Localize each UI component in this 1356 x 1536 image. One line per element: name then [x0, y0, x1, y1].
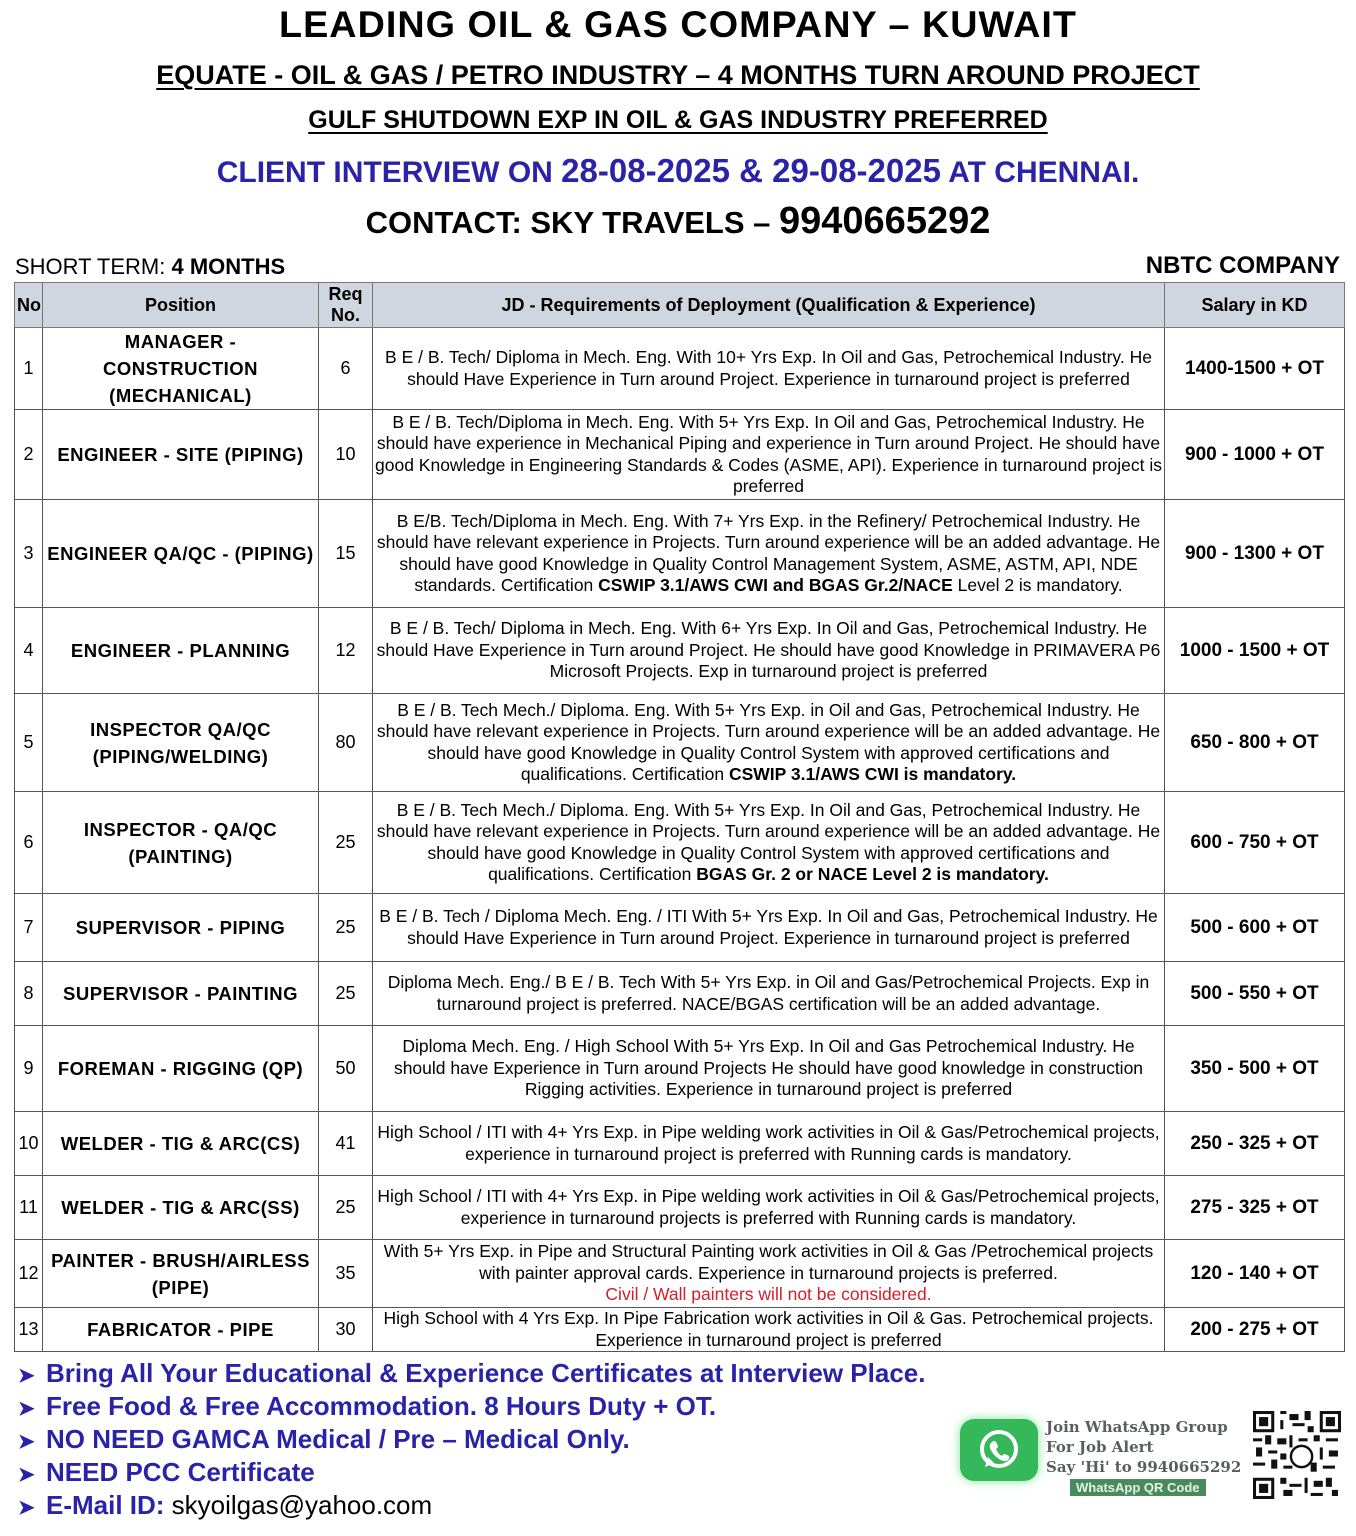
salary: 275 - 325 + OT	[1165, 1176, 1345, 1240]
interview-date-1: 28-08-2025	[561, 152, 730, 189]
position-title: ENGINEER - SITE (PIPING)	[43, 410, 319, 500]
interview-info: CLIENT INTERVIEW ON 28-08-2025 & 29-08-2025 AT CHENNAI.	[216, 152, 1140, 189]
row-number: 8	[15, 962, 43, 1026]
row-number: 13	[15, 1308, 43, 1352]
whatsapp-banner[interactable]	[958, 1415, 1248, 1497]
col-header-no: No	[15, 283, 43, 328]
required-count: 30	[319, 1308, 373, 1352]
row-number: 11	[15, 1176, 43, 1240]
job-requirements: Diploma Mech. Eng. / High School With 5+ Yrs Exp. In Oil and Gas Petrochemical Industry. He should have Experience in Turn around Projects He should have good knowledge in construction Rigging activities. Experience in turnaround project is preferred	[373, 1026, 1165, 1112]
whatsapp-text: Join WhatsApp Group For Job Alert Say 'Hi' to 9940665292	[1046, 1418, 1242, 1476]
position-title: WELDER - TIG & ARC(CS)	[43, 1112, 319, 1176]
email-link[interactable]: skyoilgas@yahoo.com	[171, 1490, 433, 1520]
row-number: 5	[15, 694, 43, 792]
table-row	[15, 1308, 1345, 1352]
project-subtitle: EQUATE - OIL & GAS / PETRO INDUSTRY – 4 MONTHS TURN AROUND PROJECT	[156, 60, 1200, 90]
required-count: 15	[319, 500, 373, 608]
job-requirements: High School with 4 Yrs Exp. In Pipe Fabrication work activities in Oil & Gas. Petrochemical projects. Experience in turnaround project is preferred	[373, 1308, 1165, 1352]
job-requirements: High School / ITI with 4+ Yrs Exp. in Pipe welding work activities in Oil & Gas/Petrochemical projects, experience in turnaround project is preferred with Running cards is mandatory.	[373, 1112, 1165, 1176]
jobs-table	[14, 282, 1345, 1352]
required-count: 25	[319, 894, 373, 962]
contact-phone[interactable]: 9940665292	[779, 200, 991, 242]
table-row	[15, 894, 1345, 962]
job-requirements: Diploma Mech. Eng./ B E / B. Tech With 5+ Yrs Exp. in Oil and Gas/Petrochemical Projects. Exp in turnaround project is preferred. NACE/BGAS certification will be an added advantage.	[373, 962, 1165, 1026]
table-header-row	[15, 283, 1345, 328]
job-requirements: B E / B. Tech Mech./ Diploma. Eng. With 5+ Yrs Exp. in Oil and Gas, Petrochemical Industry. He should have relevant experience in Projects. Turn around experience will be an added advantage. He should have good Knowledge in Quality Control System with approved certifications and qualifications. Certification CSWIP 3.1/AWS CWI is mandatory.	[373, 694, 1165, 792]
position-title: MANAGER - CONSTRUCTION (MECHANICAL)	[43, 328, 319, 410]
col-header-position: Position	[43, 283, 319, 328]
required-count: 25	[319, 962, 373, 1026]
position-title: ENGINEER - PLANNING	[43, 608, 319, 694]
job-requirements: B E / B. Tech/ Diploma in Mech. Eng. With 6+ Yrs Exp. In Oil and Gas, Petrochemical Industry. He should Have Experience in Turn around Project. He should have good Knowledge in PRIMAVERA P6 Microsoft Projects. Exp in turnaround project is preferred	[373, 608, 1165, 694]
required-count: 10	[319, 410, 373, 500]
row-number: 12	[15, 1240, 43, 1308]
table-row	[15, 410, 1345, 500]
position-title: FABRICATOR - PIPE	[43, 1308, 319, 1352]
table-row	[15, 328, 1345, 410]
jd-mandatory-cert: BGAS Gr. 2 or NACE Level 2 is mandatory.	[696, 864, 1049, 884]
note-item: ➤ NEED PCC Certificate	[18, 1456, 925, 1489]
company-name: NBTC COMPANY	[1145, 252, 1340, 279]
col-header-salary: Salary in KD	[1165, 283, 1345, 328]
page-title: LEADING OIL & GAS COMPANY – KUWAIT	[279, 4, 1077, 45]
table-row	[15, 1176, 1345, 1240]
position-title: WELDER - TIG & ARC(SS)	[43, 1176, 319, 1240]
salary: 1400-1500 + OT	[1165, 328, 1345, 410]
arrow-bullet-icon: ➤	[18, 1365, 35, 1387]
row-number: 7	[15, 894, 43, 962]
table-row	[15, 608, 1345, 694]
job-requirements: B E/B. Tech/Diploma in Mech. Eng. With 7+ Yrs Exp. in the Refinery/ Petrochemical Industry. He should have relevant experience in Projects. Turn around experience will be an added advantage. He should have good Knowledge in Quality Control Management System, ASME, ASTM, API, NDE standards. Certification CSWIP 3.1/AWS CWI and BGAS Gr.2/NACE Level 2 is mandatory.	[373, 500, 1165, 608]
arrow-bullet-icon: ➤	[18, 1497, 35, 1519]
job-requirements: B E / B. Tech/Diploma in Mech. Eng. With 5+ Yrs Exp. In Oil and Gas, Petrochemical Industry. He should have experience in Mechanical Piping and experience in Turn around Project. He should have good Knowledge in Engineering Standards & Codes (ASME, API). Experience in turnaround project is preferred	[373, 410, 1165, 500]
salary: 1000 - 1500 + OT	[1165, 608, 1345, 694]
salary: 250 - 325 + OT	[1165, 1112, 1345, 1176]
note-item: ➤ Bring All Your Educational & Experience Certificates at Interview Place.	[18, 1357, 925, 1390]
arrow-bullet-icon: ➤	[18, 1431, 35, 1453]
table-row	[15, 694, 1345, 792]
job-requirements: With 5+ Yrs Exp. in Pipe and Structural Painting work activities in Oil & Gas /Petrochemical projects with painter approval cards. Experience in turnaround projects is preferred. Civil / Wall painters will not be considered.	[373, 1240, 1165, 1308]
salary: 650 - 800 + OT	[1165, 694, 1345, 792]
arrow-bullet-icon: ➤	[18, 1464, 35, 1486]
row-number: 1	[15, 328, 43, 410]
salary: 120 - 140 + OT	[1165, 1240, 1345, 1308]
salary: 900 - 1000 + OT	[1165, 410, 1345, 500]
jd-warning: Civil / Wall painters will not be considered.	[605, 1284, 932, 1305]
note-item: ➤ NO NEED GAMCA Medical / Pre – Medical Only.	[18, 1423, 925, 1456]
position-title: PAINTER - BRUSH/AIRLESS (PIPE)	[43, 1240, 319, 1308]
term-info: SHORT TERM: 4 MONTHS	[15, 254, 286, 279]
email-item: ➤ E-Mail ID: skyoilgas@yahoo.com	[18, 1489, 925, 1522]
row-number: 9	[15, 1026, 43, 1112]
position-title: INSPECTOR QA/QC (PIPING/WELDING)	[43, 694, 319, 792]
salary: 200 - 275 + OT	[1165, 1308, 1345, 1352]
row-number: 3	[15, 500, 43, 608]
salary: 600 - 750 + OT	[1165, 792, 1345, 894]
position-title: ENGINEER QA/QC - (PIPING)	[43, 500, 319, 608]
position-title: INSPECTOR - QA/QC (PAINTING)	[43, 792, 319, 894]
job-requirements: High School / ITI with 4+ Yrs Exp. in Pipe welding work activities in Oil & Gas/Petrochemical projects, experience in turnaround projects is preferred with Running cards is mandatory.	[373, 1176, 1165, 1240]
note-item: ➤ Free Food & Free Accommodation. 8 Hours Duty + OT.	[18, 1390, 925, 1423]
position-title: SUPERVISOR - PIPING	[43, 894, 319, 962]
row-number: 6	[15, 792, 43, 894]
row-number: 10	[15, 1112, 43, 1176]
jd-mandatory-cert: CSWIP 3.1/AWS CWI is mandatory.	[728, 764, 1017, 784]
required-count: 6	[319, 328, 373, 410]
salary: 350 - 500 + OT	[1165, 1026, 1345, 1112]
salary: 500 - 550 + OT	[1165, 962, 1345, 1026]
whatsapp-icon	[960, 1419, 1038, 1481]
job-requirements: B E / B. Tech Mech./ Diploma. Eng. With 5+ Yrs Exp. In Oil and Gas, Petrochemical Industry. He should have relevant experience in Projects. Turn around experience will be an added advantage. He should have good Knowledge in Quality Control System with approved certifications and qualifications. Certification BGAS Gr. 2 or NACE Level 2 is mandatory.	[373, 792, 1165, 894]
position-title: SUPERVISOR - PAINTING	[43, 962, 319, 1026]
col-header-req: Req No.	[319, 283, 373, 328]
salary: 500 - 600 + OT	[1165, 894, 1345, 962]
required-count: 25	[319, 1176, 373, 1240]
qr-code-icon[interactable]	[1253, 1411, 1341, 1499]
required-count: 12	[319, 608, 373, 694]
table-row	[15, 792, 1345, 894]
salary: 900 - 1300 + OT	[1165, 500, 1345, 608]
row-number: 4	[15, 608, 43, 694]
position-title: FOREMAN - RIGGING (QP)	[43, 1026, 319, 1112]
arrow-bullet-icon: ➤	[18, 1398, 35, 1420]
job-requirements: B E / B. Tech/ Diploma in Mech. Eng. With 10+ Yrs Exp. In Oil and Gas, Petrochemical Industry. He should Have Experience in Turn around Project. Experience in turnaround project is preferred	[373, 328, 1165, 410]
table-row	[15, 500, 1345, 608]
row-number: 2	[15, 410, 43, 500]
required-count: 41	[319, 1112, 373, 1176]
table-row	[15, 1240, 1345, 1308]
notes-list	[18, 1357, 925, 1522]
table-row	[15, 1026, 1345, 1112]
table-row	[15, 1112, 1345, 1176]
whatsapp-qr-label: WhatsApp QR Code	[1070, 1479, 1206, 1496]
required-count: 50	[319, 1026, 373, 1112]
col-header-jd: JD - Requirements of Deployment (Qualification & Experience)	[373, 283, 1165, 328]
required-count: 80	[319, 694, 373, 792]
required-count: 25	[319, 792, 373, 894]
interview-date-2: 29-08-2025	[772, 152, 941, 189]
required-count: 35	[319, 1240, 373, 1308]
contact-info: CONTACT: SKY TRAVELS – 9940665292	[365, 200, 991, 242]
job-requirements: B E / B. Tech / Diploma Mech. Eng. / ITI With 5+ Yrs Exp. In Oil and Gas, Petrochemical Industry. He should Have Experience in Turn around Project. Experience in turnaround project is preferred	[373, 894, 1165, 962]
experience-subtitle: GULF SHUTDOWN EXP IN OIL & GAS INDUSTRY PREFERRED	[308, 106, 1048, 134]
table-row	[15, 962, 1345, 1026]
jd-mandatory-cert: CSWIP 3.1/AWS CWI and BGAS Gr.2/NACE	[598, 575, 953, 595]
